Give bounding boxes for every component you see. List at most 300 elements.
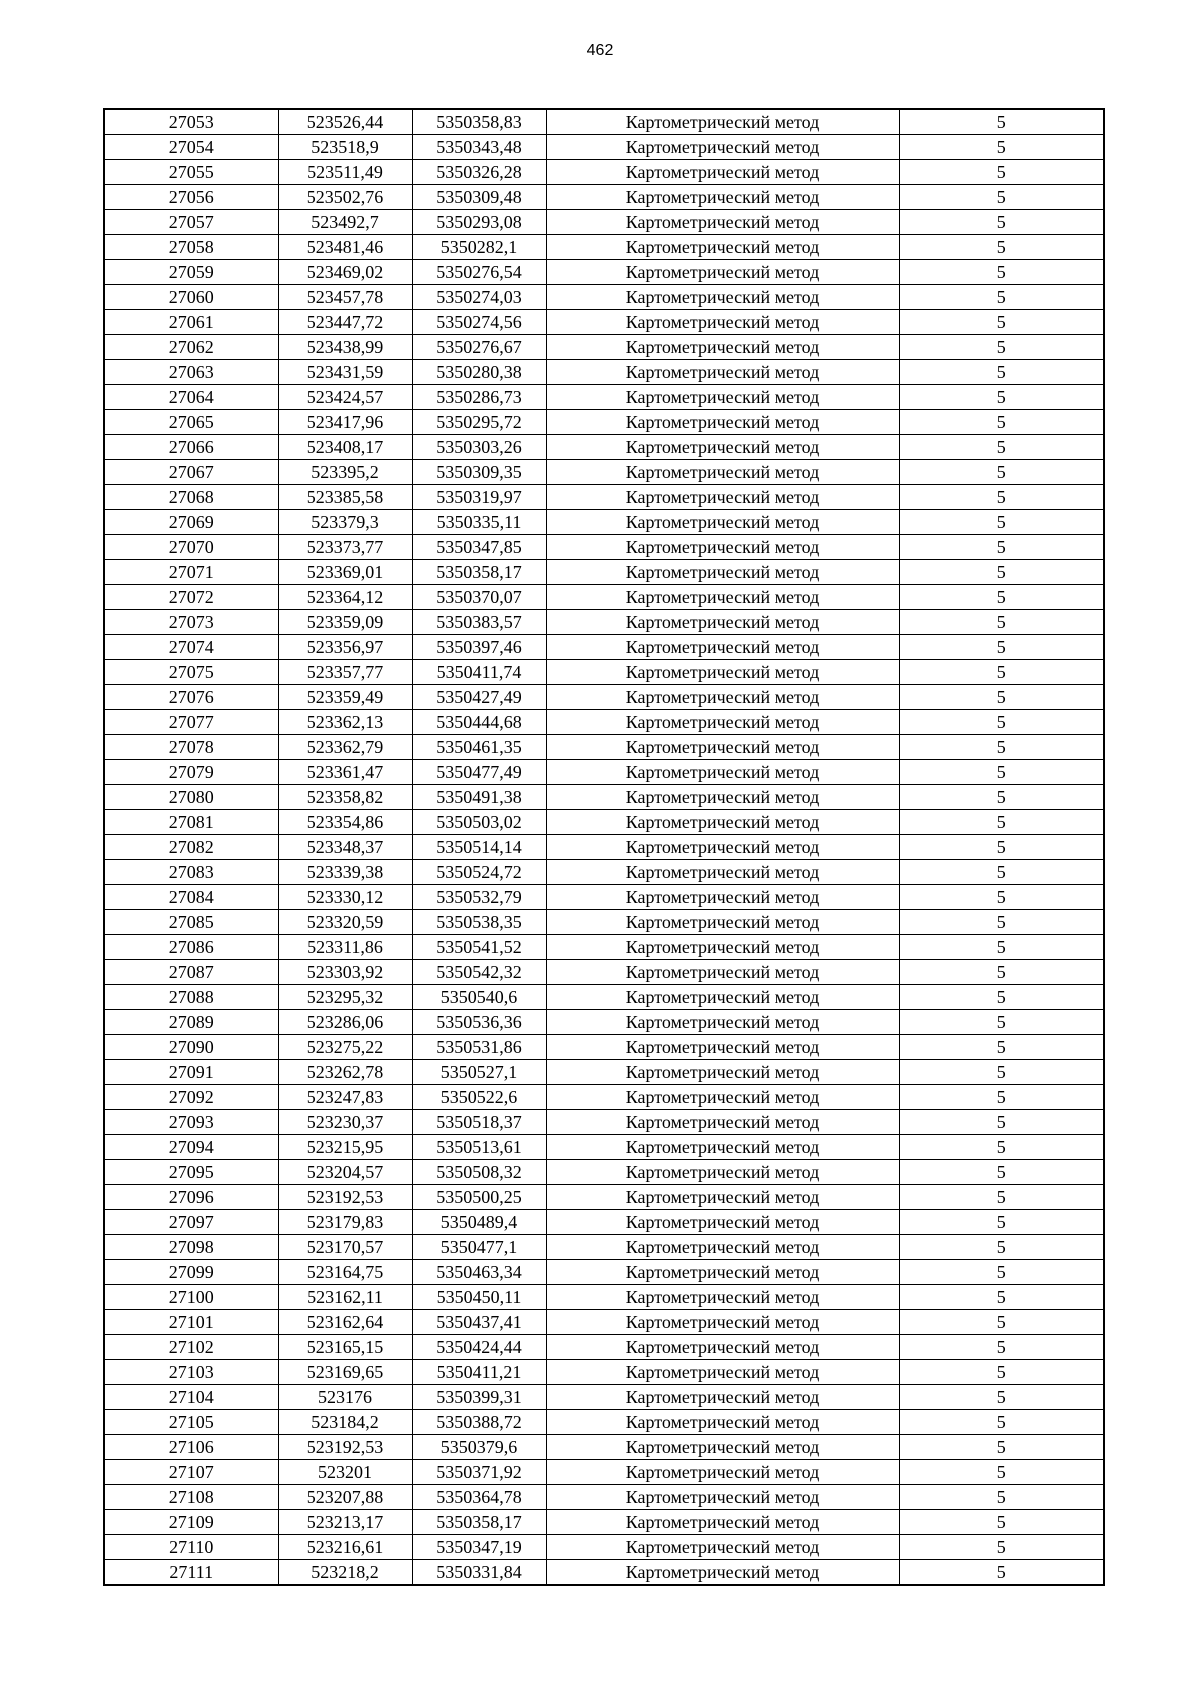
- y-coordinate-cell: 5350347,85: [412, 535, 546, 560]
- method-cell: Картометрический метод: [546, 835, 899, 860]
- accuracy-cell: 5: [899, 1210, 1104, 1235]
- accuracy-cell: 5: [899, 1160, 1104, 1185]
- point-number-cell: 27060: [104, 285, 278, 310]
- y-coordinate-cell: 5350411,21: [412, 1360, 546, 1385]
- table-row: [104, 385, 1104, 410]
- accuracy-cell: 5: [899, 185, 1104, 210]
- accuracy-cell: 5: [899, 1135, 1104, 1160]
- x-coordinate-cell: 523184,2: [278, 1410, 412, 1435]
- table-row: [104, 710, 1104, 735]
- accuracy-cell: 5: [899, 535, 1104, 560]
- table-row: [104, 610, 1104, 635]
- x-coordinate-cell: 523408,17: [278, 435, 412, 460]
- y-coordinate-cell: 5350513,61: [412, 1135, 546, 1160]
- method-cell: Картометрический метод: [546, 985, 899, 1010]
- x-coordinate-cell: 523481,46: [278, 235, 412, 260]
- accuracy-cell: 5: [899, 1510, 1104, 1535]
- method-cell: Картометрический метод: [546, 810, 899, 835]
- point-number-cell: 27074: [104, 635, 278, 660]
- x-coordinate-cell: 523356,97: [278, 635, 412, 660]
- table-row: [104, 1210, 1104, 1235]
- accuracy-cell: 5: [899, 109, 1104, 135]
- table-row: [104, 410, 1104, 435]
- accuracy-cell: 5: [899, 585, 1104, 610]
- method-cell: Картометрический метод: [546, 860, 899, 885]
- y-coordinate-cell: 5350411,74: [412, 660, 546, 685]
- accuracy-cell: 5: [899, 635, 1104, 660]
- point-number-cell: 27094: [104, 1135, 278, 1160]
- point-number-cell: 27109: [104, 1510, 278, 1535]
- point-number-cell: 27086: [104, 935, 278, 960]
- accuracy-cell: 5: [899, 360, 1104, 385]
- x-coordinate-cell: 523362,79: [278, 735, 412, 760]
- table-row: [104, 1535, 1104, 1560]
- accuracy-cell: 5: [899, 1035, 1104, 1060]
- y-coordinate-cell: 5350347,19: [412, 1535, 546, 1560]
- table-row: [104, 185, 1104, 210]
- y-coordinate-cell: 5350532,79: [412, 885, 546, 910]
- y-coordinate-cell: 5350527,1: [412, 1060, 546, 1085]
- y-coordinate-cell: 5350508,32: [412, 1160, 546, 1185]
- coordinates-table: [103, 108, 1105, 1586]
- table-row: [104, 1260, 1104, 1285]
- accuracy-cell: 5: [899, 135, 1104, 160]
- accuracy-cell: 5: [899, 1560, 1104, 1586]
- table-row: [104, 960, 1104, 985]
- accuracy-cell: 5: [899, 1310, 1104, 1335]
- y-coordinate-cell: 5350343,48: [412, 135, 546, 160]
- method-cell: Картометрический метод: [546, 510, 899, 535]
- method-cell: Картометрический метод: [546, 635, 899, 660]
- table-row: [104, 285, 1104, 310]
- table-row: [104, 785, 1104, 810]
- x-coordinate-cell: 523359,09: [278, 610, 412, 635]
- table-row: [104, 935, 1104, 960]
- accuracy-cell: 5: [899, 235, 1104, 260]
- method-cell: Картометрический метод: [546, 460, 899, 485]
- table-row: [104, 1510, 1104, 1535]
- accuracy-cell: 5: [899, 1335, 1104, 1360]
- point-number-cell: 27070: [104, 535, 278, 560]
- accuracy-cell: 5: [899, 435, 1104, 460]
- accuracy-cell: 5: [899, 1535, 1104, 1560]
- x-coordinate-cell: 523469,02: [278, 260, 412, 285]
- table-row: [104, 910, 1104, 935]
- accuracy-cell: 5: [899, 660, 1104, 685]
- accuracy-cell: 5: [899, 710, 1104, 735]
- accuracy-cell: 5: [899, 885, 1104, 910]
- method-cell: Картометрический метод: [546, 710, 899, 735]
- point-number-cell: 27077: [104, 710, 278, 735]
- method-cell: Картометрический метод: [546, 735, 899, 760]
- method-cell: Картометрический метод: [546, 1385, 899, 1410]
- x-coordinate-cell: 523526,44: [278, 109, 412, 135]
- method-cell: Картометрический метод: [546, 335, 899, 360]
- y-coordinate-cell: 5350541,52: [412, 935, 546, 960]
- point-number-cell: 27063: [104, 360, 278, 385]
- method-cell: Картометрический метод: [546, 1360, 899, 1385]
- method-cell: Картометрический метод: [546, 485, 899, 510]
- x-coordinate-cell: 523417,96: [278, 410, 412, 435]
- point-number-cell: 27057: [104, 210, 278, 235]
- point-number-cell: 27088: [104, 985, 278, 1010]
- y-coordinate-cell: 5350326,28: [412, 160, 546, 185]
- accuracy-cell: 5: [899, 785, 1104, 810]
- table-row: [104, 835, 1104, 860]
- method-cell: Картометрический метод: [546, 1135, 899, 1160]
- method-cell: Картометрический метод: [546, 235, 899, 260]
- y-coordinate-cell: 5350295,72: [412, 410, 546, 435]
- table-row: [104, 360, 1104, 385]
- x-coordinate-cell: 523348,37: [278, 835, 412, 860]
- y-coordinate-cell: 5350383,57: [412, 610, 546, 635]
- method-cell: Картометрический метод: [546, 1535, 899, 1560]
- y-coordinate-cell: 5350524,72: [412, 860, 546, 885]
- table-row: [104, 635, 1104, 660]
- y-coordinate-cell: 5350531,86: [412, 1035, 546, 1060]
- table-row: [104, 460, 1104, 485]
- point-number-cell: 27108: [104, 1485, 278, 1510]
- accuracy-cell: 5: [899, 685, 1104, 710]
- y-coordinate-cell: 5350280,38: [412, 360, 546, 385]
- table-row: [104, 1060, 1104, 1085]
- x-coordinate-cell: 523275,22: [278, 1035, 412, 1060]
- method-cell: Картометрический метод: [546, 109, 899, 135]
- y-coordinate-cell: 5350388,72: [412, 1410, 546, 1435]
- y-coordinate-cell: 5350477,1: [412, 1235, 546, 1260]
- table-row: [104, 535, 1104, 560]
- x-coordinate-cell: 523447,72: [278, 310, 412, 335]
- accuracy-cell: 5: [899, 1235, 1104, 1260]
- table-row: [104, 310, 1104, 335]
- table-row: [104, 1160, 1104, 1185]
- accuracy-cell: 5: [899, 810, 1104, 835]
- y-coordinate-cell: 5350463,34: [412, 1260, 546, 1285]
- table-row: [104, 135, 1104, 160]
- table-row: [104, 485, 1104, 510]
- accuracy-cell: 5: [899, 910, 1104, 935]
- method-cell: Картометрический метод: [546, 660, 899, 685]
- x-coordinate-cell: 523286,06: [278, 1010, 412, 1035]
- table-row: [104, 1485, 1104, 1510]
- accuracy-cell: 5: [899, 1285, 1104, 1310]
- point-number-cell: 27103: [104, 1360, 278, 1385]
- method-cell: Картометрический метод: [546, 760, 899, 785]
- method-cell: Картометрический метод: [546, 160, 899, 185]
- point-number-cell: 27078: [104, 735, 278, 760]
- accuracy-cell: 5: [899, 835, 1104, 860]
- point-number-cell: 27085: [104, 910, 278, 935]
- accuracy-cell: 5: [899, 1010, 1104, 1035]
- point-number-cell: 27069: [104, 510, 278, 535]
- accuracy-cell: 5: [899, 1485, 1104, 1510]
- y-coordinate-cell: 5350286,73: [412, 385, 546, 410]
- method-cell: Картометрический метод: [546, 1160, 899, 1185]
- table-row: [104, 335, 1104, 360]
- method-cell: Картометрический метод: [546, 1435, 899, 1460]
- accuracy-cell: 5: [899, 310, 1104, 335]
- y-coordinate-cell: 5350370,07: [412, 585, 546, 610]
- point-number-cell: 27075: [104, 660, 278, 685]
- method-cell: Картометрический метод: [546, 385, 899, 410]
- accuracy-cell: 5: [899, 285, 1104, 310]
- y-coordinate-cell: 5350303,26: [412, 435, 546, 460]
- x-coordinate-cell: 523361,47: [278, 760, 412, 785]
- table-row: [104, 1010, 1104, 1035]
- x-coordinate-cell: 523330,12: [278, 885, 412, 910]
- y-coordinate-cell: 5350503,02: [412, 810, 546, 835]
- point-number-cell: 27054: [104, 135, 278, 160]
- point-number-cell: 27095: [104, 1160, 278, 1185]
- x-coordinate-cell: 523213,17: [278, 1510, 412, 1535]
- x-coordinate-cell: 523359,49: [278, 685, 412, 710]
- table-row: [104, 1410, 1104, 1435]
- table-row: [104, 1110, 1104, 1135]
- x-coordinate-cell: 523215,95: [278, 1135, 412, 1160]
- accuracy-cell: 5: [899, 1460, 1104, 1485]
- method-cell: Картометрический метод: [546, 885, 899, 910]
- x-coordinate-cell: 523424,57: [278, 385, 412, 410]
- accuracy-cell: 5: [899, 1060, 1104, 1085]
- y-coordinate-cell: 5350309,48: [412, 185, 546, 210]
- x-coordinate-cell: 523201: [278, 1460, 412, 1485]
- point-number-cell: 27059: [104, 260, 278, 285]
- point-number-cell: 27093: [104, 1110, 278, 1135]
- x-coordinate-cell: 523395,2: [278, 460, 412, 485]
- method-cell: Картометрический метод: [546, 210, 899, 235]
- x-coordinate-cell: 523518,9: [278, 135, 412, 160]
- table-row: [104, 109, 1104, 135]
- point-number-cell: 27080: [104, 785, 278, 810]
- accuracy-cell: 5: [899, 860, 1104, 885]
- table-row: [104, 1385, 1104, 1410]
- y-coordinate-cell: 5350371,92: [412, 1460, 546, 1485]
- point-number-cell: 27072: [104, 585, 278, 610]
- table-row: [104, 1435, 1104, 1460]
- table-row: [104, 760, 1104, 785]
- method-cell: Картометрический метод: [546, 610, 899, 635]
- table-row: [104, 210, 1104, 235]
- y-coordinate-cell: 5350274,03: [412, 285, 546, 310]
- accuracy-cell: 5: [899, 210, 1104, 235]
- y-coordinate-cell: 5350274,56: [412, 310, 546, 335]
- accuracy-cell: 5: [899, 1110, 1104, 1135]
- point-number-cell: 27096: [104, 1185, 278, 1210]
- point-number-cell: 27067: [104, 460, 278, 485]
- y-coordinate-cell: 5350522,6: [412, 1085, 546, 1110]
- y-coordinate-cell: 5350399,31: [412, 1385, 546, 1410]
- table-row: [104, 160, 1104, 185]
- accuracy-cell: 5: [899, 1085, 1104, 1110]
- method-cell: Картометрический метод: [546, 1010, 899, 1035]
- y-coordinate-cell: 5350282,1: [412, 235, 546, 260]
- table-row: [104, 1285, 1104, 1310]
- x-coordinate-cell: 523170,57: [278, 1235, 412, 1260]
- y-coordinate-cell: 5350358,17: [412, 1510, 546, 1535]
- method-cell: Картометрический метод: [546, 1235, 899, 1260]
- y-coordinate-cell: 5350514,14: [412, 835, 546, 860]
- table-row: [104, 1035, 1104, 1060]
- point-number-cell: 27102: [104, 1335, 278, 1360]
- method-cell: Картометрический метод: [546, 410, 899, 435]
- accuracy-cell: 5: [899, 960, 1104, 985]
- accuracy-cell: 5: [899, 160, 1104, 185]
- x-coordinate-cell: 523492,7: [278, 210, 412, 235]
- coordinates-table-body: [104, 109, 1104, 1585]
- point-number-cell: 27065: [104, 410, 278, 435]
- y-coordinate-cell: 5350489,4: [412, 1210, 546, 1235]
- point-number-cell: 27081: [104, 810, 278, 835]
- y-coordinate-cell: 5350540,6: [412, 985, 546, 1010]
- method-cell: Картометрический метод: [546, 1210, 899, 1235]
- x-coordinate-cell: 523311,86: [278, 935, 412, 960]
- method-cell: Картометрический метод: [546, 1035, 899, 1060]
- method-cell: Картометрический метод: [546, 535, 899, 560]
- table-row: [104, 235, 1104, 260]
- x-coordinate-cell: 523354,86: [278, 810, 412, 835]
- method-cell: Картометрический метод: [546, 1285, 899, 1310]
- point-number-cell: 27084: [104, 885, 278, 910]
- method-cell: Картометрический метод: [546, 960, 899, 985]
- method-cell: Картометрический метод: [546, 360, 899, 385]
- x-coordinate-cell: 523207,88: [278, 1485, 412, 1510]
- method-cell: Картометрический метод: [546, 260, 899, 285]
- method-cell: Картометрический метод: [546, 1060, 899, 1085]
- point-number-cell: 27068: [104, 485, 278, 510]
- x-coordinate-cell: 523230,37: [278, 1110, 412, 1135]
- accuracy-cell: 5: [899, 1410, 1104, 1435]
- method-cell: Картометрический метод: [546, 1335, 899, 1360]
- x-coordinate-cell: 523303,92: [278, 960, 412, 985]
- y-coordinate-cell: 5350538,35: [412, 910, 546, 935]
- accuracy-cell: 5: [899, 1385, 1104, 1410]
- x-coordinate-cell: 523379,3: [278, 510, 412, 535]
- x-coordinate-cell: 523165,15: [278, 1335, 412, 1360]
- method-cell: Картометрический метод: [546, 1185, 899, 1210]
- accuracy-cell: 5: [899, 610, 1104, 635]
- x-coordinate-cell: 523385,58: [278, 485, 412, 510]
- y-coordinate-cell: 5350444,68: [412, 710, 546, 735]
- accuracy-cell: 5: [899, 935, 1104, 960]
- table-row: [104, 510, 1104, 535]
- accuracy-cell: 5: [899, 385, 1104, 410]
- y-coordinate-cell: 5350500,25: [412, 1185, 546, 1210]
- x-coordinate-cell: 523179,83: [278, 1210, 412, 1235]
- accuracy-cell: 5: [899, 485, 1104, 510]
- method-cell: Картометрический метод: [546, 560, 899, 585]
- x-coordinate-cell: 523218,2: [278, 1560, 412, 1586]
- point-number-cell: 27101: [104, 1310, 278, 1335]
- table-row: [104, 260, 1104, 285]
- point-number-cell: 27053: [104, 109, 278, 135]
- y-coordinate-cell: 5350450,11: [412, 1285, 546, 1310]
- table-row: [104, 660, 1104, 685]
- point-number-cell: 27091: [104, 1060, 278, 1085]
- x-coordinate-cell: 523362,13: [278, 710, 412, 735]
- x-coordinate-cell: 523295,32: [278, 985, 412, 1010]
- y-coordinate-cell: 5350437,41: [412, 1310, 546, 1335]
- method-cell: Картометрический метод: [546, 1460, 899, 1485]
- accuracy-cell: 5: [899, 760, 1104, 785]
- x-coordinate-cell: 523164,75: [278, 1260, 412, 1285]
- accuracy-cell: 5: [899, 1435, 1104, 1460]
- table-row: [104, 860, 1104, 885]
- point-number-cell: 27061: [104, 310, 278, 335]
- method-cell: Картометрический метод: [546, 685, 899, 710]
- accuracy-cell: 5: [899, 510, 1104, 535]
- x-coordinate-cell: 523192,53: [278, 1435, 412, 1460]
- point-number-cell: 27079: [104, 760, 278, 785]
- y-coordinate-cell: 5350461,35: [412, 735, 546, 760]
- table-row: [104, 1335, 1104, 1360]
- x-coordinate-cell: 523457,78: [278, 285, 412, 310]
- method-cell: Картометрический метод: [546, 935, 899, 960]
- point-number-cell: 27104: [104, 1385, 278, 1410]
- table-row: [104, 1135, 1104, 1160]
- method-cell: Картометрический метод: [546, 1510, 899, 1535]
- y-coordinate-cell: 5350335,11: [412, 510, 546, 535]
- table-row: [104, 1235, 1104, 1260]
- x-coordinate-cell: 523204,57: [278, 1160, 412, 1185]
- y-coordinate-cell: 5350518,37: [412, 1110, 546, 1135]
- point-number-cell: 27064: [104, 385, 278, 410]
- table-row: [104, 685, 1104, 710]
- point-number-cell: 27110: [104, 1535, 278, 1560]
- method-cell: Картометрический метод: [546, 1410, 899, 1435]
- x-coordinate-cell: 523262,78: [278, 1060, 412, 1085]
- method-cell: Картометрический метод: [546, 1560, 899, 1586]
- point-number-cell: 27066: [104, 435, 278, 460]
- x-coordinate-cell: 523511,49: [278, 160, 412, 185]
- method-cell: Картометрический метод: [546, 135, 899, 160]
- x-coordinate-cell: 523320,59: [278, 910, 412, 935]
- method-cell: Картометрический метод: [546, 785, 899, 810]
- x-coordinate-cell: 523438,99: [278, 335, 412, 360]
- x-coordinate-cell: 523216,61: [278, 1535, 412, 1560]
- accuracy-cell: 5: [899, 735, 1104, 760]
- accuracy-cell: 5: [899, 1260, 1104, 1285]
- point-number-cell: 27111: [104, 1560, 278, 1586]
- x-coordinate-cell: 523357,77: [278, 660, 412, 685]
- method-cell: Картометрический метод: [546, 1310, 899, 1335]
- y-coordinate-cell: 5350364,78: [412, 1485, 546, 1510]
- table-row: [104, 1185, 1104, 1210]
- point-number-cell: 27105: [104, 1410, 278, 1435]
- method-cell: Картометрический метод: [546, 310, 899, 335]
- point-number-cell: 27076: [104, 685, 278, 710]
- accuracy-cell: 5: [899, 1360, 1104, 1385]
- x-coordinate-cell: 523176: [278, 1385, 412, 1410]
- y-coordinate-cell: 5350358,17: [412, 560, 546, 585]
- table-row: [104, 1085, 1104, 1110]
- point-number-cell: 27082: [104, 835, 278, 860]
- x-coordinate-cell: 523373,77: [278, 535, 412, 560]
- table-row: [104, 435, 1104, 460]
- method-cell: Картометрический метод: [546, 435, 899, 460]
- accuracy-cell: 5: [899, 335, 1104, 360]
- y-coordinate-cell: 5350276,67: [412, 335, 546, 360]
- y-coordinate-cell: 5350536,36: [412, 1010, 546, 1035]
- table-row: [104, 985, 1104, 1010]
- point-number-cell: 27090: [104, 1035, 278, 1060]
- y-coordinate-cell: 5350491,38: [412, 785, 546, 810]
- y-coordinate-cell: 5350397,46: [412, 635, 546, 660]
- table-row: [104, 735, 1104, 760]
- method-cell: Картометрический метод: [546, 1085, 899, 1110]
- table-row: [104, 1310, 1104, 1335]
- method-cell: Картометрический метод: [546, 910, 899, 935]
- y-coordinate-cell: 5350427,49: [412, 685, 546, 710]
